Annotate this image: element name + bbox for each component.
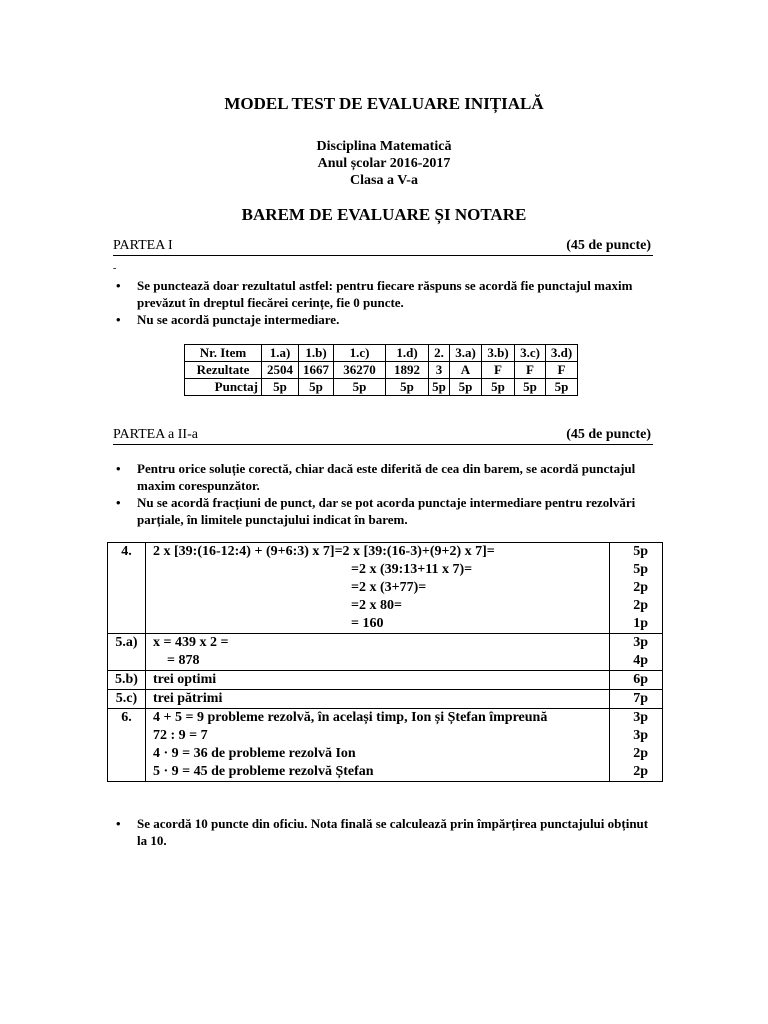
- item-cell: 1.d): [386, 345, 429, 362]
- result-cell: 36270: [334, 362, 386, 379]
- stray-dash: -: [113, 263, 117, 274]
- solution-cell: [146, 690, 610, 709]
- score-cell: 5p: [429, 379, 450, 396]
- item-number: 5.c): [108, 690, 146, 709]
- points-value: 3p: [633, 728, 648, 743]
- solution-cell: [146, 543, 610, 634]
- score-cell: 5p: [515, 379, 546, 396]
- result-cell: F: [515, 362, 546, 379]
- footer-bullet: [113, 815, 653, 849]
- item-number: 5.b): [108, 671, 146, 690]
- table-row: [108, 709, 663, 782]
- solution-line: =2 x (3+77)=: [351, 580, 427, 595]
- solution-line: 5 · 9 = 45 de probleme rezolvă Ștefan: [153, 764, 374, 779]
- solution-line: 2 x [39:(16-12:4) + (9+6:3) x 7]=2 x [39:(16-3)+(9+2) x 7]=: [153, 544, 495, 559]
- part2-bullet: [113, 494, 653, 528]
- score-cell: 5p: [299, 379, 334, 396]
- solution-line: = 160: [351, 616, 384, 631]
- part2-points: (45 de puncte): [566, 427, 651, 442]
- points-value: 2p: [633, 746, 648, 761]
- table-row: [185, 362, 578, 379]
- part2-bullet-text: Pentru orice soluție corectă, chiar dacă este diferită de cea din barem, se acordă punctajul maxim corespunzător.: [137, 461, 636, 493]
- points-cell: [610, 671, 663, 690]
- part2-bullet: [113, 460, 653, 494]
- points-cell: [610, 690, 663, 709]
- item-cell: 3.d): [546, 345, 578, 362]
- item-cell: 2.: [429, 345, 450, 362]
- barem-title: BAREM DE EVALUARE ȘI NOTARE: [241, 205, 527, 224]
- result-cell: F: [546, 362, 578, 379]
- points-value: 2p: [633, 580, 648, 595]
- points-value: 5p: [633, 562, 648, 577]
- bullet-dot-icon: •: [116, 495, 121, 510]
- item-cell: 3.c): [515, 345, 546, 362]
- points-value: 4p: [633, 653, 648, 668]
- points-value: 3p: [633, 635, 648, 650]
- part1-bullet-text: Nu se acordă punctaje intermediare.: [137, 312, 340, 327]
- solution-line: x = 439 x 2 =: [153, 635, 229, 650]
- solution-line: =2 x (39:13+11 x 7)=: [351, 562, 473, 577]
- solution-line: 4 · 9 = 36 de probleme rezolvă Ion: [153, 746, 356, 761]
- part1-heading: [113, 238, 653, 256]
- solution-line: = 878: [167, 653, 200, 668]
- item-cell: 1.c): [334, 345, 386, 362]
- table-row: [108, 690, 663, 709]
- table-row: [108, 634, 663, 671]
- solution-line: 72 : 9 = 7: [153, 728, 208, 743]
- item-number: 4.: [108, 543, 146, 634]
- item-cell: 3.b): [482, 345, 515, 362]
- part1-heading-label: PARTEA I: [113, 238, 173, 253]
- part2-heading: [113, 427, 653, 445]
- points-value: 3p: [633, 710, 648, 725]
- score-cell: 5p: [450, 379, 482, 396]
- score-cell: 5p: [482, 379, 515, 396]
- result-cell: 3: [429, 362, 450, 379]
- item-number: 5.a): [108, 634, 146, 671]
- item-cell: 1.b): [299, 345, 334, 362]
- solution-line: 4 + 5 = 9 probleme rezolvă, în același timp, Ion și Ștefan împreună: [153, 710, 548, 725]
- points-value: 6p: [633, 672, 648, 687]
- result-cell: 1892: [386, 362, 429, 379]
- solution-line: trei optimi: [153, 672, 217, 687]
- points-cell: [610, 709, 663, 782]
- solution-line: trei pătrimi: [153, 691, 223, 706]
- grade-line: Clasa a V-a: [350, 173, 418, 188]
- item-cell: 1.a): [262, 345, 299, 362]
- part1-bullet-text: Se punctează doar rezultatul astfel: pentru fiecare răspuns se acordă fie punctajul maxim prevăzut în dreptul fiecărei cerințe, fie 0 puncte.: [137, 278, 633, 310]
- table-row: [108, 671, 663, 690]
- result-cell: 2504: [262, 362, 299, 379]
- school-year-line: Anul școlar 2016-2017: [317, 156, 451, 171]
- row-label: Punctaj: [185, 379, 262, 396]
- document-title: MODEL TEST DE EVALUARE INIȚIALĂ: [224, 94, 544, 113]
- score-cell: 5p: [334, 379, 386, 396]
- result-cell: 1667: [299, 362, 334, 379]
- item-number: 6.: [108, 709, 146, 782]
- score-cell: 5p: [262, 379, 299, 396]
- points-value: 7p: [633, 691, 648, 706]
- table-row: [185, 379, 578, 396]
- points-cell: [610, 634, 663, 671]
- points-cell: [610, 543, 663, 634]
- discipline-line: Disciplina Matematică: [316, 139, 452, 154]
- points-value: 2p: [633, 764, 648, 779]
- result-cell: A: [450, 362, 482, 379]
- item-cell: 3.a): [450, 345, 482, 362]
- part1-bullet: [113, 311, 653, 328]
- solution-cell: [146, 671, 610, 690]
- bullet-dot-icon: •: [116, 312, 121, 327]
- bullet-dot-icon: •: [116, 816, 121, 831]
- part1-results-table: [184, 344, 578, 396]
- part2-heading-label: PARTEA a II-a: [113, 427, 198, 442]
- points-value: 5p: [633, 544, 648, 559]
- points-value: 2p: [633, 598, 648, 613]
- footer-bullet-text: Se acordă 10 puncte din oficiu. Nota finală se calculează prin împărțirea punctajului obținut la 10.: [137, 816, 649, 848]
- bullet-dot-icon: •: [116, 461, 121, 476]
- solution-line: =2 x 80=: [351, 598, 402, 613]
- points-value: 1p: [633, 616, 648, 631]
- solution-cell: [146, 709, 610, 782]
- score-cell: 5p: [546, 379, 578, 396]
- part2-solutions-table: [107, 542, 663, 782]
- part1-bullet: [113, 277, 653, 311]
- bullet-dot-icon: •: [116, 278, 121, 293]
- footer-note: [113, 815, 653, 849]
- part2-bullet-text: Nu se acordă fracțiuni de punct, dar se pot acorda punctaje intermediare pentru rezolvări parțiale, în limitele punctajului indicat în barem.: [137, 495, 636, 527]
- row-label: Rezultate: [185, 362, 262, 379]
- score-cell: 5p: [386, 379, 429, 396]
- table-row: [185, 345, 578, 362]
- row-label: Nr. Item: [185, 345, 262, 362]
- part1-points: (45 de puncte): [566, 238, 651, 253]
- result-cell: F: [482, 362, 515, 379]
- solution-cell: [146, 634, 610, 671]
- part1-instructions: [113, 277, 653, 328]
- part2-instructions: [113, 460, 653, 528]
- table-row: [108, 543, 663, 634]
